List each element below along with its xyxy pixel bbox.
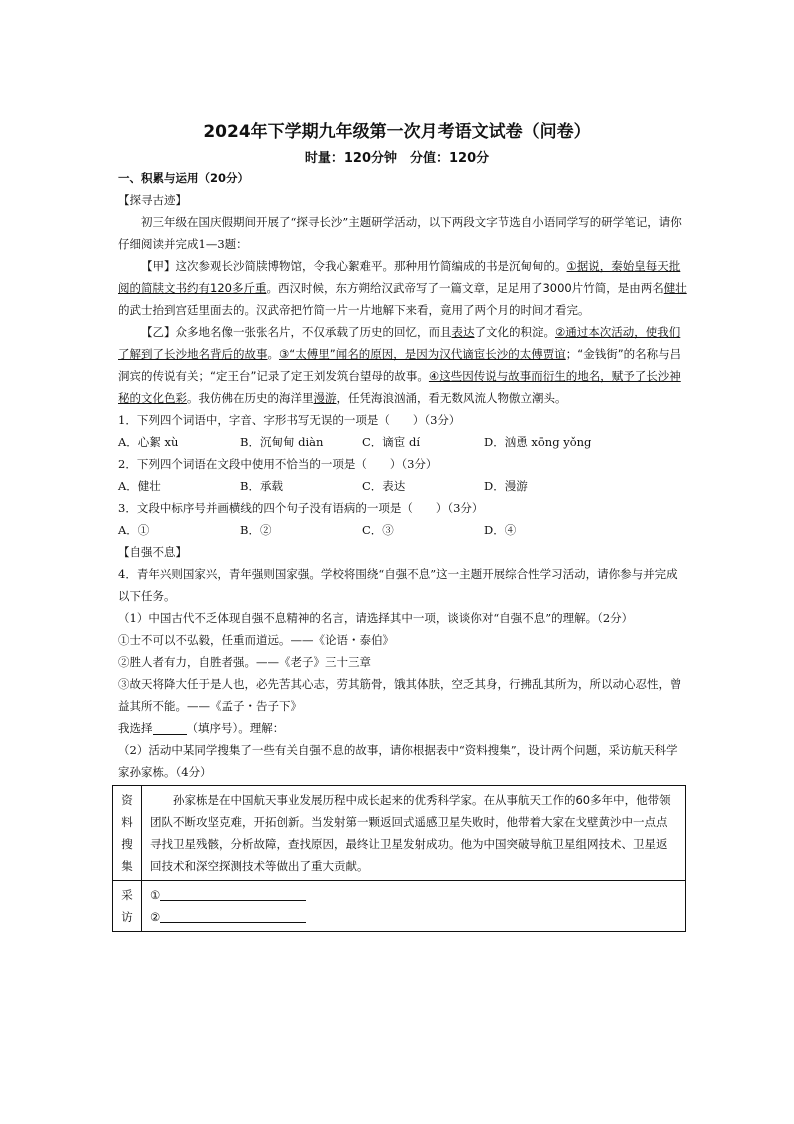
q1-option-a[interactable]: A．心絮 xù [118,435,179,449]
sentence-3: ③“太傅里”闻名的原因，是因为汉代谪宦长沙的太傅贾谊 [279,347,566,361]
passage-jia: 【甲】这次参观长沙简牍博物馆，令我心絮难平。那种用竹简编成的书是沉甸甸的。①据说，秦始皇每天批阅的简牍文书约有120多斤重。西汉时候，东方朔给汉武帝写了一篇文章，足足用了3000片竹简，是由两名健壮的武士抬到宫廷里面去的。汉武帝把竹简一片一片地解下来看，竟用了两个月的时间才看完。 [118,259,687,317]
question-4-sub2: （2）活动中某同学搜集了一些有关自强不息的故事，请你根据表中“资料搜集”，设计两个问题，采访航天科学家孙家栋。（4分） [118,743,678,779]
q3-option-c[interactable]: C．③ [362,523,394,537]
label-material: 资 料 搜 集 [113,786,142,881]
choice-line: 我选择 （填序号）。理解： [118,721,285,735]
q2-option-a[interactable]: A．健壮 [118,479,161,493]
answer-line-2[interactable]: ② [150,906,677,928]
q1-option-b[interactable]: B．沉甸甸 diàn [240,435,324,449]
word-biaoda: 表达 [451,325,475,339]
question-4-sub1: （1）中国古代不乏体现自强不息精神的名言，请选择其中一项，谈谈你对“自强不息”的理解。（2分） [118,611,634,625]
q3-option-d[interactable]: D．④ [484,523,517,537]
material-table [112,785,686,932]
material-text: 孙家栋是在中国航天事业发展历程中成长起来的优秀科学家。在从事航天工作的60多年中，他带领团队不断攻坚克难，开拓创新。当发射第一颗返回式遥感卫星失败时，他带着大家在戈壁黄沙中一点点寻找卫星残骸，分析故障，查找原因，最终让卫星发射成功。他为中国突破导航卫星组网技术、卫星返回技术和深空探测技术等做出了重大贡献。 [142,786,686,881]
exam-subtitle: 时量：120分钟 分值：120分 [304,151,490,166]
tag-ancient-sites: 【探寻古迹】 [118,193,187,207]
exam-title: 2024年下学期九年级第一次月考语文试卷（问卷） [203,122,591,142]
table-row-interview [113,881,686,932]
word-manyou: 漫游 [313,391,337,405]
q2-option-c[interactable]: C．表达 [362,479,406,493]
q2-option-b[interactable]: B．承载 [240,479,283,493]
question-3-options [118,519,688,541]
quote-1: ①士不可以不弘毅，任重而道远。——《论语・泰伯》 [118,633,394,647]
word-jianzhuang: 健壮 [663,281,687,295]
q1-option-d[interactable]: D．汹恿 xōng yǒng [484,435,592,449]
quote-2: ②胜人者有力，自胜者强。——《老子》三十三章 [118,655,371,669]
sentence-4: ④这些因传说与故事而衍生的地名，赋予了长沙神秘的文化色彩 [118,369,681,405]
question-2-options [118,475,688,497]
q3-option-b[interactable]: B．② [240,523,272,537]
intro-paragraph: 初三年级在国庆假期间开展了“探寻长沙”主题研学活动，以下两段文字节选自小语同学写的研学笔记，请你仔细阅读并完成1—3题： [118,215,682,251]
exam-content [118,167,688,932]
q1-option-c[interactable]: C．谪宦 dí [362,435,420,449]
q2-option-d[interactable]: D．漫游 [484,479,528,493]
interview-answers [142,881,686,932]
question-2-stem: 2．下列四个词语在文段中使用不恰当的一项是（ ）（3分） [118,457,438,471]
question-1-options [118,431,688,453]
section-heading: 一、积累与运用（20分） [118,171,250,185]
tag-self-improvement: 【自强不息】 [118,545,187,559]
q3-option-a[interactable]: A．① [118,523,150,537]
choice-blank[interactable] [153,720,187,735]
table-row-material [113,786,686,881]
question-3-stem: 3．文段中标序号并画横线的四个句子没有语病的一项是（ ）（3分） [118,501,484,515]
sentence-1: ①据说，秦始皇每天批阅的简牍文书约有120多斤重 [118,259,681,295]
question-4-stem: 4．青年兴则国家兴，青年强则国家强。学校将围绕“自强不息”这一主题开展综合性学习活动，请你参与并完成以下任务。 [118,567,678,603]
answer-line-1[interactable]: ① [150,884,677,906]
question-1-stem: 1．下列四个词语中，字音、字形书写无误的一项是（ ）（3分） [118,413,461,427]
label-interview: 采 访 [113,881,142,932]
quote-3: ③故天将降大任于是人也，必先苦其心志，劳其筋骨，饿其体肤，空乏其身，行拂乱其所为，所以动心忍性，曾益其所不能。——《孟子・告子下》 [118,677,682,713]
passage-yi: 【乙】众多地名像一张张名片，不仅承载了历史的回忆，而且表达了文化的积淀。②通过本次活动，使我们了解到了长沙地名背后的故事。③“太傅里”闻名的原因，是因为汉代谪宦长沙的太傅贾谊；“金钱街”的名称与吕洞宾的传说有关；“定王台”记录了定王刘发筑台望母的故事。④这些因传说与故事而衍生的地名，赋予了长沙神秘的文化色彩。我仿佛在历史的海洋里漫游，任凭海浪汹涌，看无数风流人物傲立潮头。 [118,325,682,405]
sentence-2: ②通过本次活动，使我们了解到了长沙地名背后的故事 [118,325,681,361]
